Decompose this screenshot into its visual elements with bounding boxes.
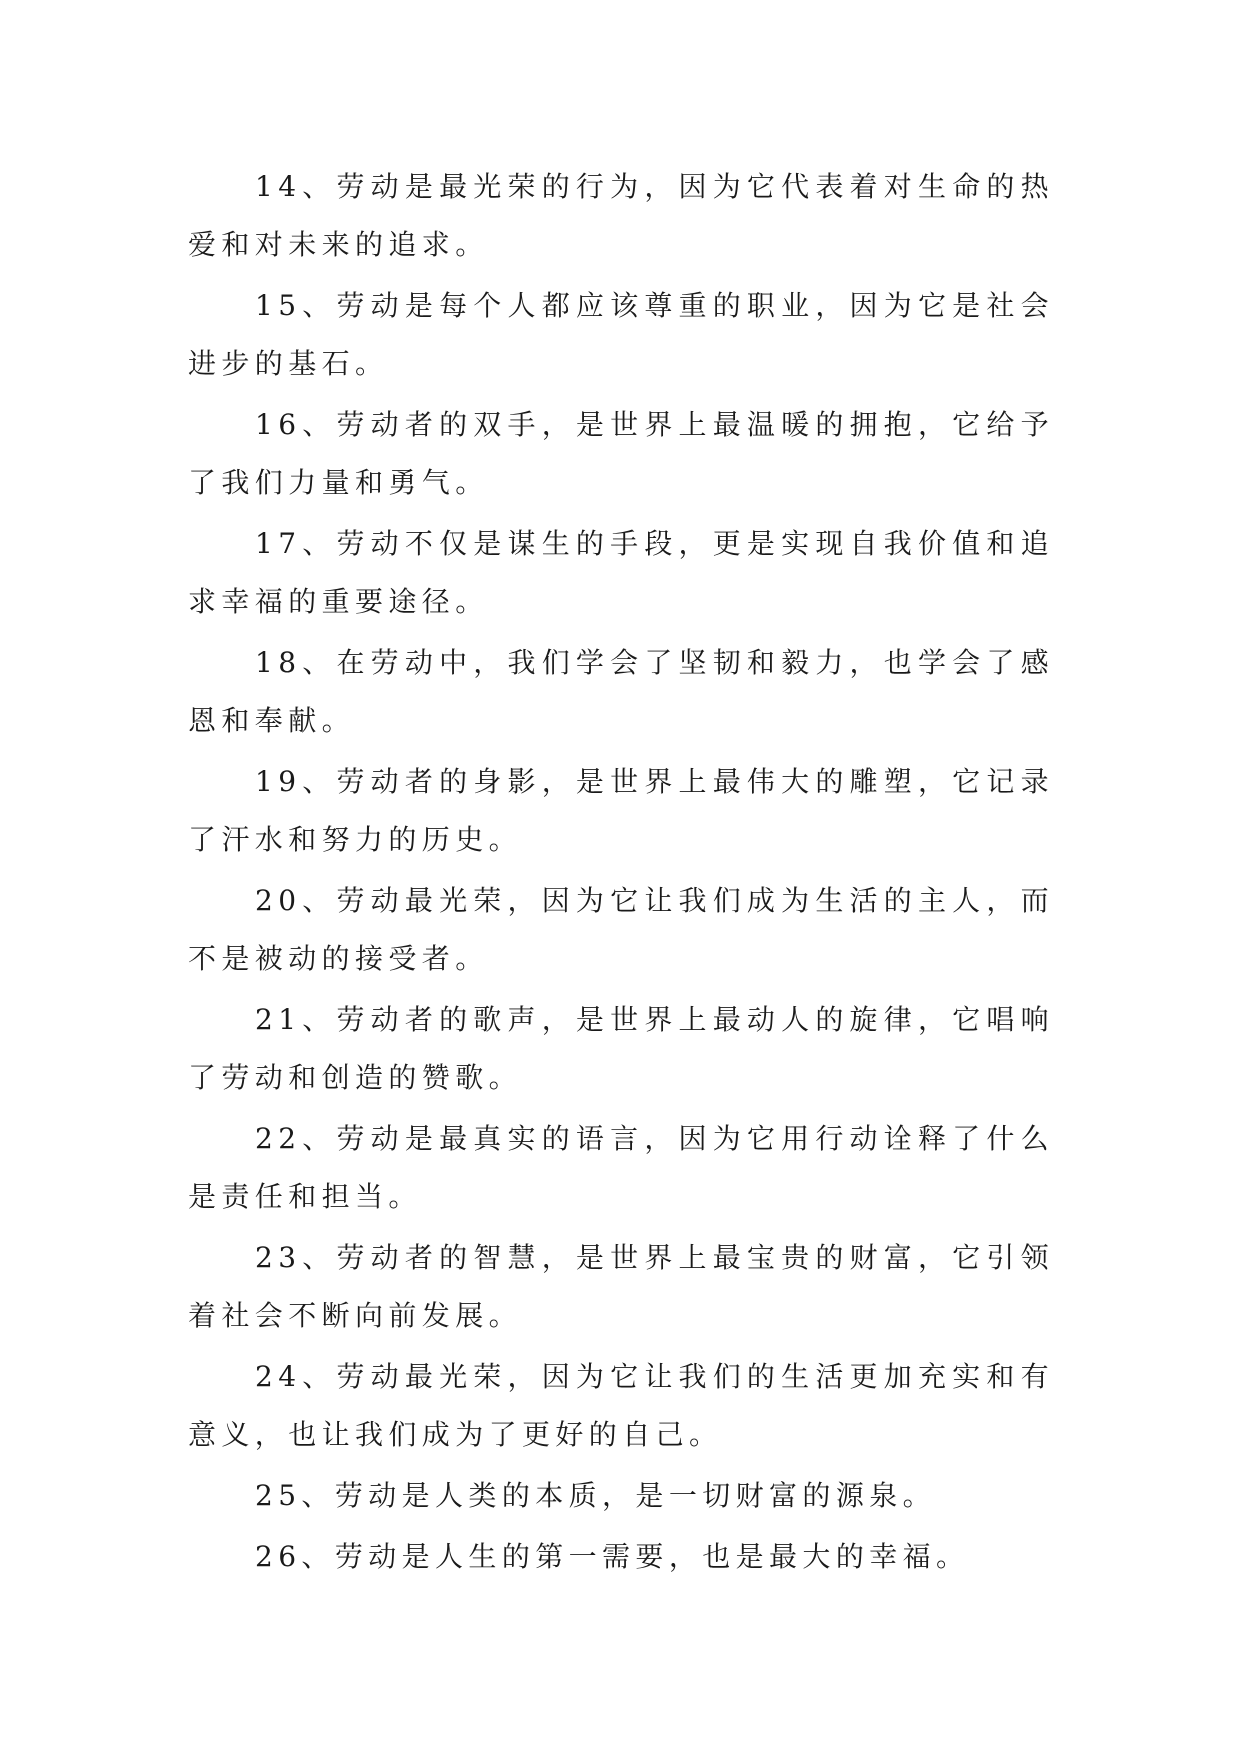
paragraph-17: 17、劳动不仅是谋生的手段，更是实现自我价值和追求幸福的重要途径。 (188, 527, 1054, 618)
paragraph-24: 24、劳动最光荣，因为它让我们的生活更加充实和有意义，也让我们成为了更好的自己。 (188, 1360, 1054, 1451)
paragraph-20: 20、劳动最光荣，因为它让我们成为生活的主人，而不是被动的接受者。 (188, 884, 1054, 975)
paragraph-25: 25、劳动是人类的本质，是一切财富的源泉。 (255, 1479, 937, 1512)
paragraph-15: 15、劳动是每个人都应该尊重的职业，因为它是社会进步的基石。 (188, 289, 1054, 380)
paragraph-18: 18、在劳动中，我们学会了坚韧和毅力，也学会了感恩和奉献。 (188, 646, 1054, 737)
paragraph-14: 14、劳动是最光荣的行为，因为它代表着对生命的热爱和对未来的追求。 (188, 170, 1054, 261)
paragraph-26: 26、劳动是人生的第一需要，也是最大的幸福。 (255, 1540, 970, 1573)
paragraph-21: 21、劳动者的歌声，是世界上最动人的旋律，它唱响了劳动和创造的赞歌。 (188, 1003, 1054, 1094)
paragraph-19: 19、劳动者的身影，是世界上最伟大的雕塑，它记录了汗水和努力的历史。 (188, 765, 1054, 856)
paragraph-22: 22、劳动是最真实的语言，因为它用行动诠释了什么是责任和担当。 (188, 1122, 1054, 1213)
paragraph-23: 23、劳动者的智慧，是世界上最宝贵的财富，它引领着社会不断向前发展。 (188, 1241, 1054, 1332)
paragraph-16: 16、劳动者的双手，是世界上最温暖的拥抱，它给予了我们力量和勇气。 (188, 408, 1054, 499)
document-body (188, 158, 1054, 1589)
